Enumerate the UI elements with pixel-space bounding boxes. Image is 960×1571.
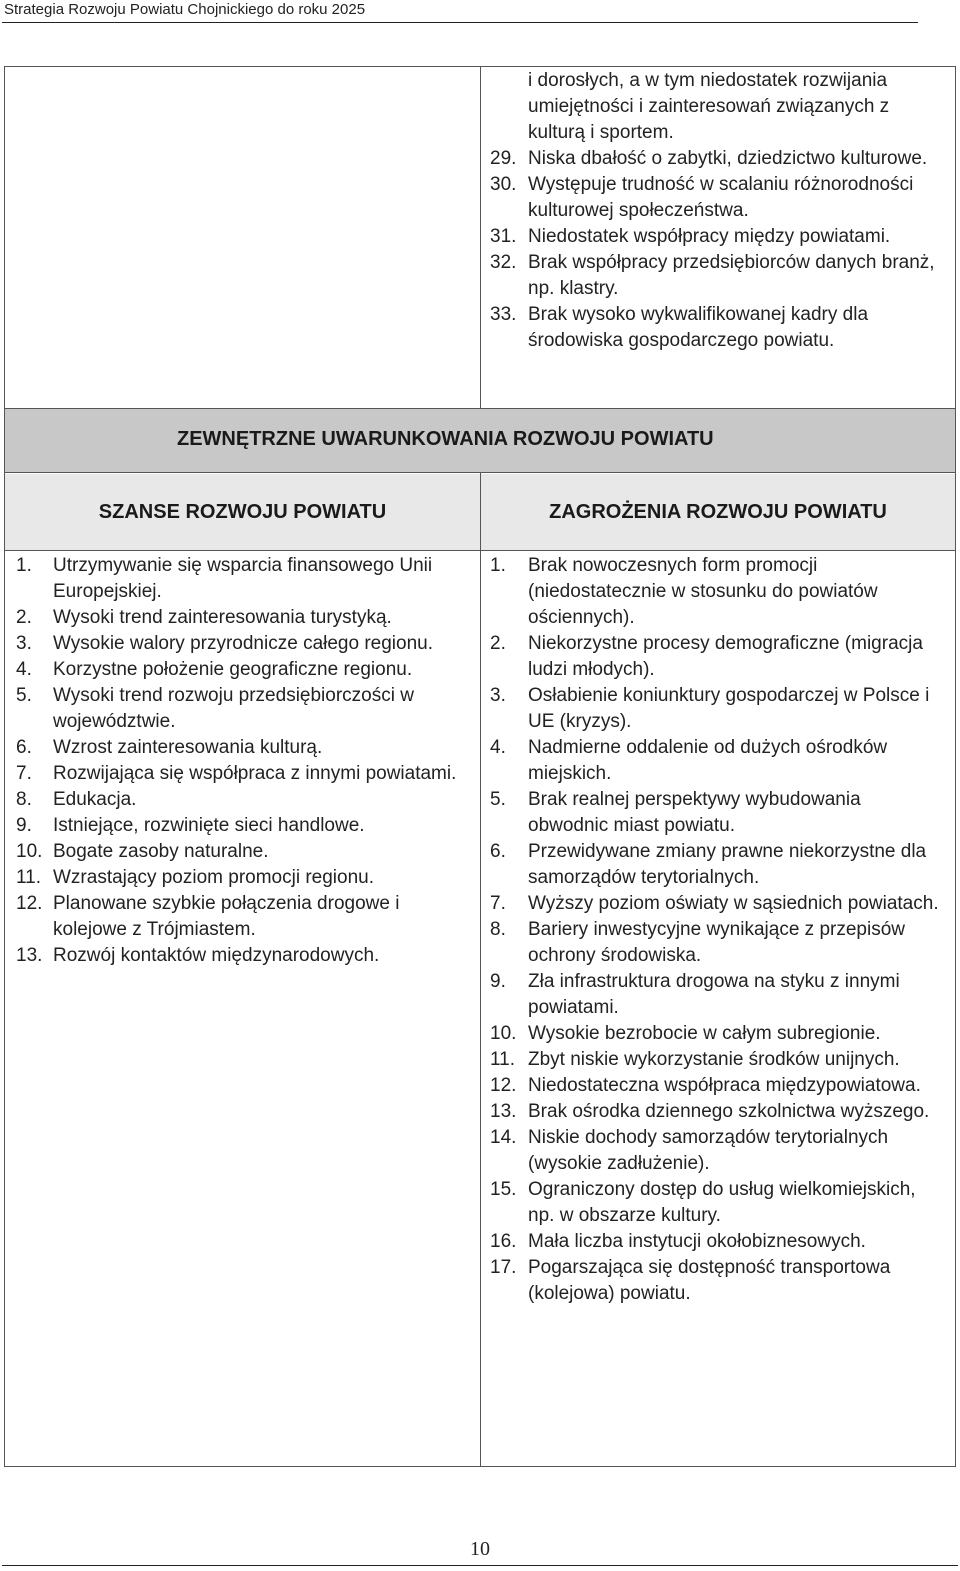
list-item-number: 1.	[490, 555, 506, 576]
list-item-number: 30.	[490, 174, 517, 195]
list-item-text: Nadmierne oddalenie od dużych ośrodków miejskich.	[528, 737, 888, 784]
list-item-number: 14.	[490, 1127, 517, 1148]
list-item-number: 16.	[490, 1231, 517, 1252]
list-item-text: Wysokie bezrobocie w całym subregionie.	[528, 1023, 881, 1044]
list-item-text: Mała liczba instytucji okołobiznesowych.	[528, 1231, 866, 1252]
list-item-number: 3.	[490, 685, 506, 706]
list-item-text: Niedostatek współpracy między powiatami.	[528, 226, 891, 247]
subheading-divider	[5, 550, 955, 551]
continuation-text: i dorosłych, a w tym niedostatek rozwijania umiejętności i zainteresowań związanych z kulturą i sportem.	[528, 70, 890, 143]
list-item-text: Niskie dochody samorządów terytorialnych (wysokie zadłużenie).	[528, 1127, 889, 1174]
threats-heading-cell	[481, 474, 955, 550]
list-item-number: 10.	[490, 1023, 517, 1044]
list-item-text: Wzrastający poziom promocji regionu.	[53, 867, 375, 888]
list-item-text: Bogate zasoby naturalne.	[53, 841, 269, 862]
list-item-text: Przewidywane zmiany prawne niekorzystne dla samorządów terytorialnych.	[528, 841, 927, 888]
list-item-number: 32.	[490, 252, 517, 273]
list-item-number: 5.	[490, 789, 506, 810]
list-item-number: 9.	[16, 815, 32, 836]
list-item-number: 5.	[16, 685, 32, 706]
list-item-number: 13.	[16, 945, 43, 966]
list-item	[16, 787, 474, 813]
column-divider-top	[480, 66, 481, 408]
list-item	[490, 917, 940, 969]
list-item	[490, 1229, 940, 1255]
list-item	[16, 839, 474, 865]
list-item-number: 15.	[490, 1179, 517, 1200]
list-item-text: Brak realnej perspektywy wybudowania obwodnic miast powiatu.	[528, 789, 861, 836]
list-item-number: 2.	[490, 633, 506, 654]
list-item-text: Edukacja.	[53, 789, 137, 810]
column-divider-bottom	[480, 473, 481, 1467]
external-conditions-heading: ZEWNĘTRZNE UWARUNKOWANIA ROZWOJU POWIATU	[177, 428, 714, 450]
list-item-text: Niekorzystne procesy demograficzne (migracja ludzi młodych).	[528, 633, 923, 680]
list-item-number: 4.	[16, 659, 32, 680]
list-item	[490, 1255, 940, 1307]
list-item	[490, 1099, 940, 1125]
opportunities-heading-cell	[5, 474, 480, 550]
page-number: 10	[470, 1538, 490, 1560]
list-item	[16, 761, 474, 787]
continuation-list	[490, 146, 940, 354]
list-item	[490, 1177, 940, 1229]
list-item	[490, 1047, 940, 1073]
list-item-text: Rozwój kontaktów międzynarodowych.	[53, 945, 380, 966]
list-item	[16, 943, 474, 969]
list-item	[16, 605, 474, 631]
list-item	[490, 839, 940, 891]
list-item-number: 29.	[490, 148, 517, 169]
list-item	[16, 735, 474, 761]
threats-list	[490, 553, 940, 1307]
list-item-text: Ograniczony dostęp do usług wielkomiejskich, np. w obszarze kultury.	[528, 1179, 916, 1226]
list-item	[16, 813, 474, 839]
list-item-number: 12.	[16, 893, 43, 914]
list-item-number: 7.	[16, 763, 32, 784]
list-item	[16, 553, 474, 605]
list-item	[490, 1021, 940, 1047]
list-item-text: Istniejące, rozwinięte sieci handlowe.	[53, 815, 365, 836]
list-item	[16, 683, 474, 735]
list-item-number: 13.	[490, 1101, 517, 1122]
list-item-text: Korzystne położenie geograficzne regionu.	[53, 659, 413, 680]
list-item-number: 11.	[490, 1049, 516, 1070]
list-item	[490, 553, 940, 631]
list-item-number: 17.	[490, 1257, 517, 1278]
list-item-text: Niska dbałość o zabytki, dziedzictwo kulturowe.	[528, 148, 928, 169]
list-item-text: Wyższy poziom oświaty w sąsiednich powiatach.	[528, 893, 939, 914]
list-item-number: 12.	[490, 1075, 517, 1096]
list-item	[490, 250, 940, 302]
list-item-number: 6.	[490, 841, 506, 862]
list-item	[490, 224, 940, 250]
document-title: Strategia Rozwoju Powiatu Chojnickiego do roku 2025	[4, 1, 366, 18]
list-item-text: Brak wysoko wykwalifikowanej kadry dla środowiska gospodarczego powiatu.	[528, 304, 869, 351]
opportunities-list	[16, 553, 474, 969]
list-item-text: Wysoki trend zainteresowania turystyką.	[53, 607, 392, 628]
list-item-number: 2.	[16, 607, 32, 628]
list-item-text: Wysokie walory przyrodnicze całego regionu.	[53, 633, 433, 654]
list-item	[490, 683, 940, 735]
list-item-text: Brak nowoczesnych form promocji (niedostatecznie w stosunku do powiatów ościennych).	[528, 555, 878, 628]
list-item-text: Brak ośrodka dziennego szkolnictwa wyższego.	[528, 1101, 930, 1122]
list-item-text: Zbyt niskie wykorzystanie środków unijnych.	[528, 1049, 900, 1070]
list-item-text: Brak współpracy przedsiębiorców danych branż, np. klastry.	[528, 252, 935, 299]
list-item-text: Pogarszająca się dostępność transportowa (kolejowa) powiatu.	[528, 1257, 891, 1304]
list-item	[16, 631, 474, 657]
list-item	[490, 1125, 940, 1177]
list-item-text: Rozwijająca się współpraca z innymi powiatami.	[53, 763, 457, 784]
list-item-text: Wzrost zainteresowania kulturą.	[53, 737, 323, 758]
threats-heading: ZAGROŻENIA ROZWOJU POWIATU	[549, 500, 887, 523]
external-conditions-banner	[5, 408, 955, 473]
list-item	[490, 302, 940, 354]
opportunities-heading: SZANSE ROZWOJU POWIATU	[98, 500, 387, 523]
list-item-number: 3.	[16, 633, 32, 654]
list-item-number: 6.	[16, 737, 32, 758]
list-item-number: 10.	[16, 841, 43, 862]
list-item	[490, 172, 940, 224]
list-item	[490, 787, 940, 839]
list-item-text: Wysoki trend rozwoju przedsiębiorczości w województwie.	[53, 685, 414, 732]
list-item-text: Utrzymywanie się wsparcia finansowego Unii Europejskiej.	[53, 555, 433, 602]
list-item	[16, 891, 474, 943]
list-item-text: Osłabienie koniunktury gospodarczej w Polsce i UE (kryzys).	[528, 685, 930, 732]
list-item-number: 7.	[490, 893, 506, 914]
footer-rule	[2, 1565, 958, 1566]
list-item-number: 8.	[490, 919, 506, 940]
list-item-number: 4.	[490, 737, 506, 758]
page-header	[2, 0, 918, 23]
list-item-text: Planowane szybkie połączenia drogowe i kolejowe z Trójmiastem.	[53, 893, 400, 940]
list-item	[490, 891, 940, 917]
list-item-text: Bariery inwestycyjne wynikające z przepisów ochrony środowiska.	[528, 919, 905, 966]
list-item	[490, 146, 940, 172]
list-item-number: 31.	[490, 226, 517, 247]
list-item-number: 8.	[16, 789, 32, 810]
list-item-number: 11.	[16, 867, 42, 888]
list-item-text: Występuje trudność w scalaniu różnorodności kulturowej społeczeństwa.	[528, 174, 914, 221]
list-item	[16, 865, 474, 891]
list-item-number: 33.	[490, 304, 517, 325]
list-item-number: 9.	[490, 971, 506, 992]
list-item-text: Niedostateczna współpraca międzypowiatowa.	[528, 1075, 921, 1096]
list-item	[490, 631, 940, 683]
list-item	[490, 735, 940, 787]
list-item	[490, 969, 940, 1021]
list-item	[490, 1073, 940, 1099]
list-item-text: Zła infrastruktura drogowa na styku z innymi powiatami.	[528, 971, 900, 1018]
list-item-number: 1.	[16, 555, 32, 576]
list-item	[16, 657, 474, 683]
